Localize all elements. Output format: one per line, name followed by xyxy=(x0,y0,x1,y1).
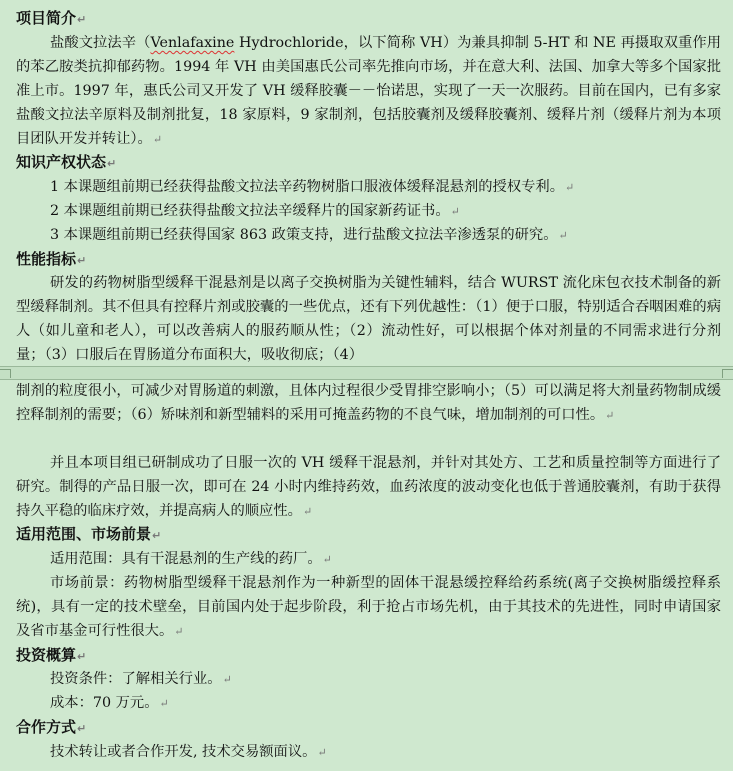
page-break xyxy=(0,366,733,380)
paragraph-mark: ↵ xyxy=(174,625,184,638)
paragraph-mark: ↵ xyxy=(152,133,163,146)
paragraph-mark: ↵ xyxy=(450,205,460,218)
investment-paragraph-2 xyxy=(50,691,169,716)
heading-text: 合作方式 xyxy=(16,718,77,736)
intro-paragraph xyxy=(16,31,721,152)
paragraph-mark: ↵ xyxy=(77,722,87,735)
scope-text: 适用范围：具有干混悬剂的生产线的药厂。 xyxy=(50,551,322,567)
investment-text: 投资条件：了解相关行业。 xyxy=(50,671,222,687)
section-heading-scope xyxy=(16,522,161,548)
corner-mark-right xyxy=(722,369,733,378)
heading-text: 项目简介 xyxy=(16,9,77,27)
performance-text: 研发的药物树脂型缓释干混悬剂是以离子交换树脂为关键性辅料，结合 WURST 流化床包衣技术制备的新型缓释制剂。其不但具有控释片剂或胶囊的一些优点，还有下列优越性：（1）便于口服，特别适合吞咽困难的病人（如儿童和老人），可以改善病人的服药顺从性；（2）流动性好，可以根据个体对剂量的不同需求进行分剂量；（3）口服后在胃肠道分布面积大，吸收彻底；（4） xyxy=(16,275,721,363)
intro-text-rest: Hydrochloride，以下简称 VH）为兼具抑制 5-HT 和 NE 再摄取双重作用的苯乙胺类抗抑郁药物。1994 年 VH 由美国惠氏公司率先推向市场，并在意大利、法国、加拿大等多个国家批准上市。1997 年，惠氏公司又开发了 VH 缓释胶囊－－怡诺思，实现了一天一次服药。目前在国内，已有多家盐酸文拉法辛原料及制剂批复，18 家原料，9 家制剂，包括胶囊剂及缓释胶囊剂、缓释片剂（缓释片剂为本项目团队开发并转让）。 xyxy=(16,35,721,147)
paragraph-mark: ↵ xyxy=(222,673,232,686)
performance-paragraph-1b xyxy=(16,379,721,428)
paragraph-mark: ↵ xyxy=(317,746,327,759)
ip-item-3 xyxy=(50,223,568,248)
paragraph-mark: ↵ xyxy=(107,157,117,170)
paragraph-mark: ↵ xyxy=(558,229,568,242)
corner-mark-left xyxy=(0,369,11,378)
scope-paragraph-2 xyxy=(16,571,721,644)
section-heading-ip xyxy=(16,150,116,176)
heading-text: 性能指标 xyxy=(16,250,77,268)
section-heading-cooperation xyxy=(16,715,86,741)
section-heading-intro xyxy=(16,6,86,32)
page-gap xyxy=(0,367,733,379)
scope-text: 市场前景：药物树脂型缓释干混悬剂作为一种新型的固体干混悬缓控释给药系统(离子交换树脂缓控释系统)，具有一定的技术壁垒，目前国内处于起步阶段，利于抢占市场先机，由于其技术的先进性，同时申请国家及省市基金可行性很大。 xyxy=(16,575,721,639)
ip-item-text: 1 本课题组前期已经获得盐酸文拉法辛药物树脂口服液体缓释混悬剂的授权专利。 xyxy=(50,179,565,195)
ip-item-text: 3 本课题组前期已经获得国家 863 政策支持，进行盐酸文拉法辛渗透泵的研究。 xyxy=(50,227,558,243)
paragraph-mark: ↵ xyxy=(77,13,87,26)
heading-text: 投资概算 xyxy=(16,646,77,664)
heading-text: 知识产权状态 xyxy=(16,153,107,171)
cooperation-text: 技术转让或者合作开发, 技术交易额面议。 xyxy=(50,744,317,760)
performance-text: 并且本项目组已研制成功了日服一次的 VH 缓释干混悬剂，并针对其处方、工艺和质量控制等方面进行了研究。制得的产品日服一次，即可在 24 小时内维持药效，血药浓度的波动变化也低于普通胶囊剂，有助于获得持久平稳的临床疗效，并提高病人的顺应性。 xyxy=(16,455,721,519)
paragraph-mark: ↵ xyxy=(322,553,332,566)
section-heading-investment xyxy=(16,643,86,669)
paragraph-mark: ↵ xyxy=(605,409,615,422)
ip-item-2 xyxy=(50,199,460,224)
performance-paragraph-1a xyxy=(16,271,721,367)
scope-paragraph-1 xyxy=(50,547,332,572)
spellcheck-word: Venlafaxine xyxy=(150,35,235,51)
paragraph-mark: ↵ xyxy=(302,505,313,518)
paragraph-mark: ↵ xyxy=(77,254,87,267)
ip-item-text: 2 本课题组前期已经获得盐酸文拉法辛缓释片的国家新药证书。 xyxy=(50,203,450,219)
paragraph-mark: ↵ xyxy=(565,181,575,194)
ip-item-1 xyxy=(50,175,574,200)
investment-text: 成本：70 万元。 xyxy=(50,695,159,711)
performance-text: 制剂的粒度很小，可减少对胃肠道的刺激，且体内过程很少受胃排空影响小；（5）可以满足将大剂量药物制成缓控释制剂的需要；（6）矫味剂和新型辅料的采用可掩盖药物的不良气味，增加制剂的可口性。 xyxy=(16,383,721,423)
paragraph-mark: ↵ xyxy=(77,650,87,663)
paragraph-mark: ↵ xyxy=(152,529,162,542)
performance-paragraph-2 xyxy=(16,451,721,524)
intro-text-start: 盐酸文拉法辛（ xyxy=(50,35,151,51)
investment-paragraph-1 xyxy=(50,667,232,692)
heading-text: 适用范围、市场前景 xyxy=(16,525,152,543)
cooperation-paragraph-1 xyxy=(50,740,327,765)
section-heading-performance xyxy=(16,247,86,273)
paragraph-mark: ↵ xyxy=(159,697,169,710)
